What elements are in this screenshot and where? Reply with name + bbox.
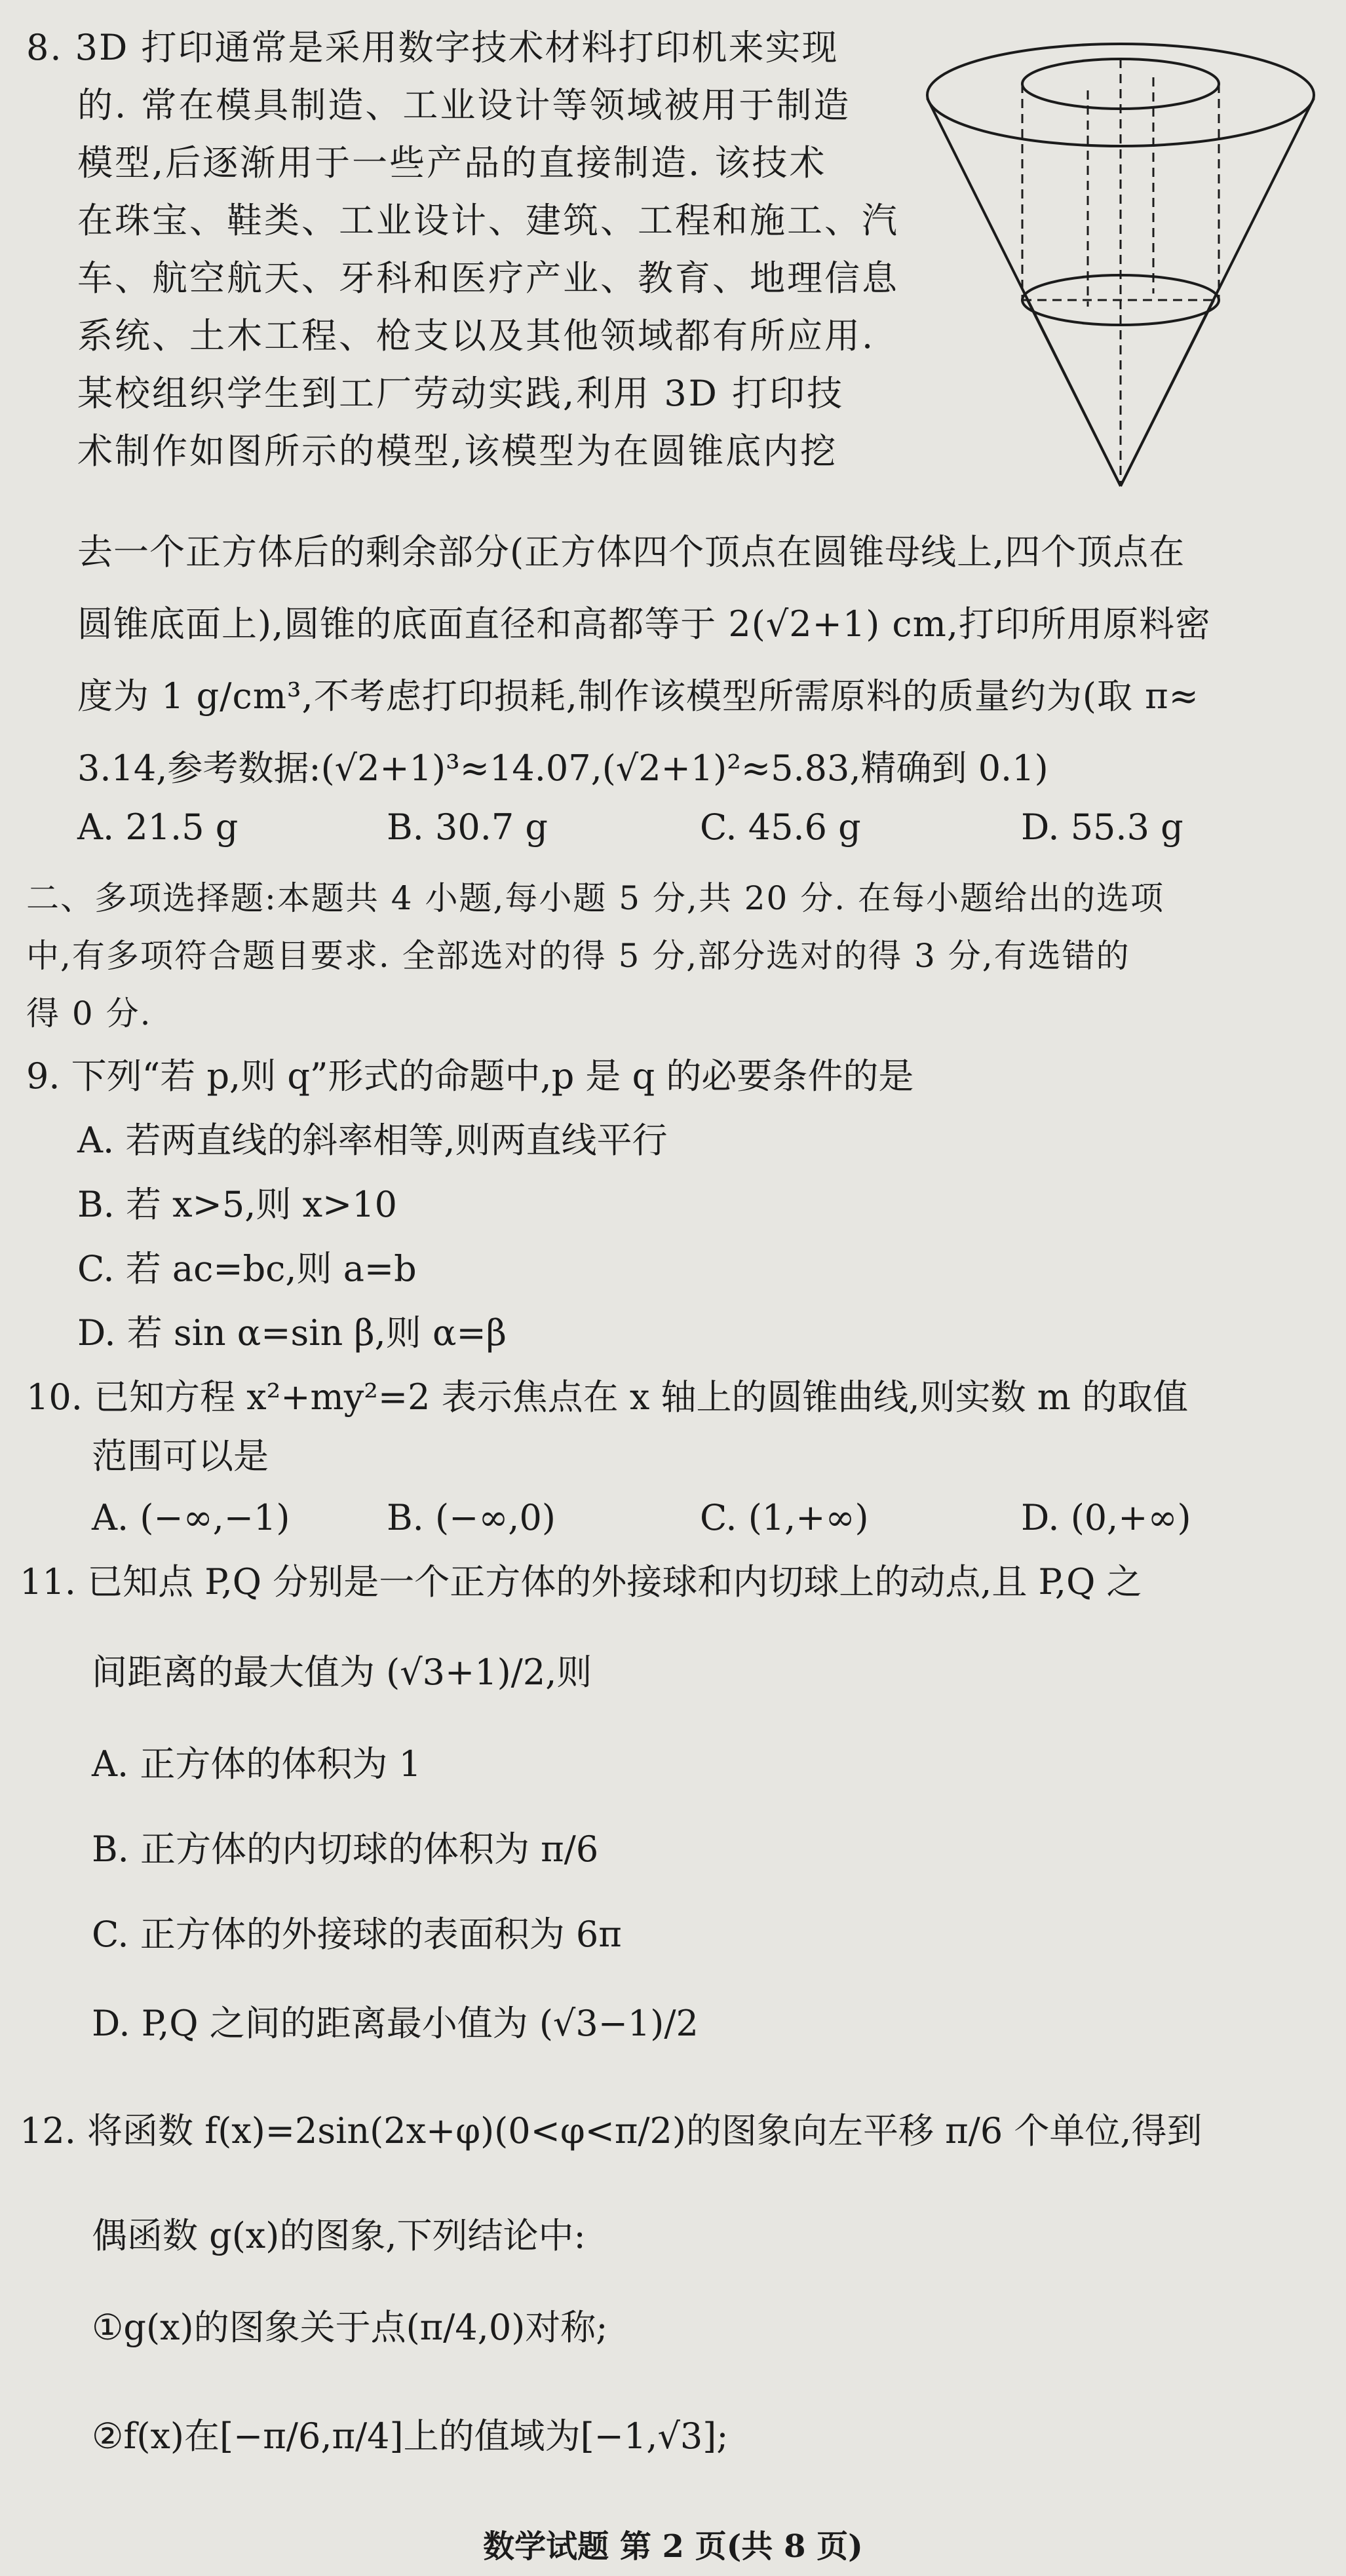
- section2-line: 二、多项选择题:本题共 4 小题,每小题 5 分,共 20 分. 在每小题给出的选项: [26, 879, 1165, 917]
- section2-line: 中,有多项符合题目要求. 全部选对的得 5 分,部分选对的得 3 分,有选错的: [26, 937, 1130, 975]
- q9-option-a: A. 若两直线的斜率相等,则两直线平行: [77, 1120, 668, 1161]
- q10-option-a: A. (−∞,−1): [92, 1497, 290, 1538]
- q8-line: 8. 3D 打印通常是采用数字技术材料打印机来实现: [26, 27, 839, 68]
- q12-line: ②f(x)在[−π/6,π/4]上的值域为[−1,√3];: [92, 2415, 729, 2457]
- q11-option-a: A. 正方体的体积为 1: [92, 1743, 421, 1785]
- q8-line: 系统、土木工程、枪支以及其他领域都有所应用.: [77, 315, 875, 356]
- q8-option-c: C. 45.6 g: [700, 806, 861, 848]
- q9-option-b: B. 若 x>5,则 x>10: [77, 1184, 397, 1225]
- q11-line: 11. 已知点 P,Q 分别是一个正方体的外接球和内切球上的动点,且 P,Q 之: [20, 1561, 1142, 1602]
- q8-line: 度为 1 g/cm³,不考虑打印损耗,制作该模型所需原料的质量约为(取 π≈: [77, 675, 1199, 717]
- q8-line: 去一个正方体后的剩余部分(正方体四个顶点在圆锥母线上,四个顶点在: [77, 531, 1185, 573]
- q8-line: 圆锥底面上),圆锥的底面直径和高都等于 2(√2+1) cm,打印所用原料密: [77, 603, 1212, 645]
- q8-line: 车、航空航天、牙科和医疗产业、教育、地理信息: [77, 257, 899, 299]
- q10-line: 10. 已知方程 x²+my²=2 表示焦点在 x 轴上的圆锥曲线,则实数 m 的取值: [26, 1376, 1189, 1418]
- q11-line: 间距离的最大值为 (√3+1)/2,则: [92, 1652, 592, 1693]
- q9-stem: 9. 下列“若 p,则 q”形式的命题中,p 是 q 的必要条件的是: [26, 1055, 914, 1097]
- q10-option-b: B. (−∞,0): [387, 1497, 556, 1538]
- page-footer: 数学试题 第 2 页(共 8 页): [483, 2528, 863, 2565]
- q8-option-a: A. 21.5 g: [77, 806, 239, 848]
- q8-line: 模型,后逐渐用于一些产品的直接制造. 该技术: [77, 142, 827, 183]
- cone-cube-figure: [921, 20, 1320, 504]
- q8-line: 术制作如图所示的模型,该模型为在圆锥底内挖: [77, 430, 838, 472]
- q8-options: [0, 806, 1346, 849]
- q12-line: 12. 将函数 f(x)=2sin(2x+φ)(0<φ<π/2)的图象向左平移 π/6 个单位,得到: [20, 2110, 1202, 2151]
- q8-option-b: B. 30.7 g: [387, 806, 548, 848]
- q11-option-c: C. 正方体的外接球的表面积为 6π: [92, 1914, 622, 1955]
- q10-option-c: C. (1,+∞): [700, 1497, 869, 1538]
- q8-option-d: D. 55.3 g: [1021, 806, 1183, 848]
- q9-option-d: D. 若 sin α=sin β,则 α=β: [77, 1312, 507, 1354]
- q8-line: 在珠宝、鞋类、工业设计、建筑、工程和施工、汽: [77, 200, 899, 241]
- q12-line: ①g(x)的图象关于点(π/4,0)对称;: [92, 2307, 608, 2348]
- q10-line: 范围可以是: [92, 1435, 269, 1477]
- q12-line: 偶函数 g(x)的图象,下列结论中:: [92, 2215, 586, 2256]
- section2-line: 得 0 分.: [26, 994, 152, 1032]
- q10-options: [0, 1496, 1346, 1540]
- q8-line: 的. 常在模具制造、工业设计等领域被用于制造: [77, 85, 851, 126]
- q10-option-d: D. (0,+∞): [1021, 1497, 1191, 1538]
- q11-option-b: B. 正方体的内切球的体积为 π/6: [92, 1828, 599, 1870]
- q8-line: 某校组织学生到工厂劳动实践,利用 3D 打印技: [77, 373, 845, 414]
- q8-line: 3.14,参考数据:(√2+1)³≈14.07,(√2+1)²≈5.83,精确到 0.1): [77, 748, 1048, 789]
- q11-option-d: D. P,Q 之间的距离最小值为 (√3−1)/2: [92, 2003, 699, 2044]
- q9-option-c: C. 若 ac=bc,则 a=b: [77, 1248, 417, 1289]
